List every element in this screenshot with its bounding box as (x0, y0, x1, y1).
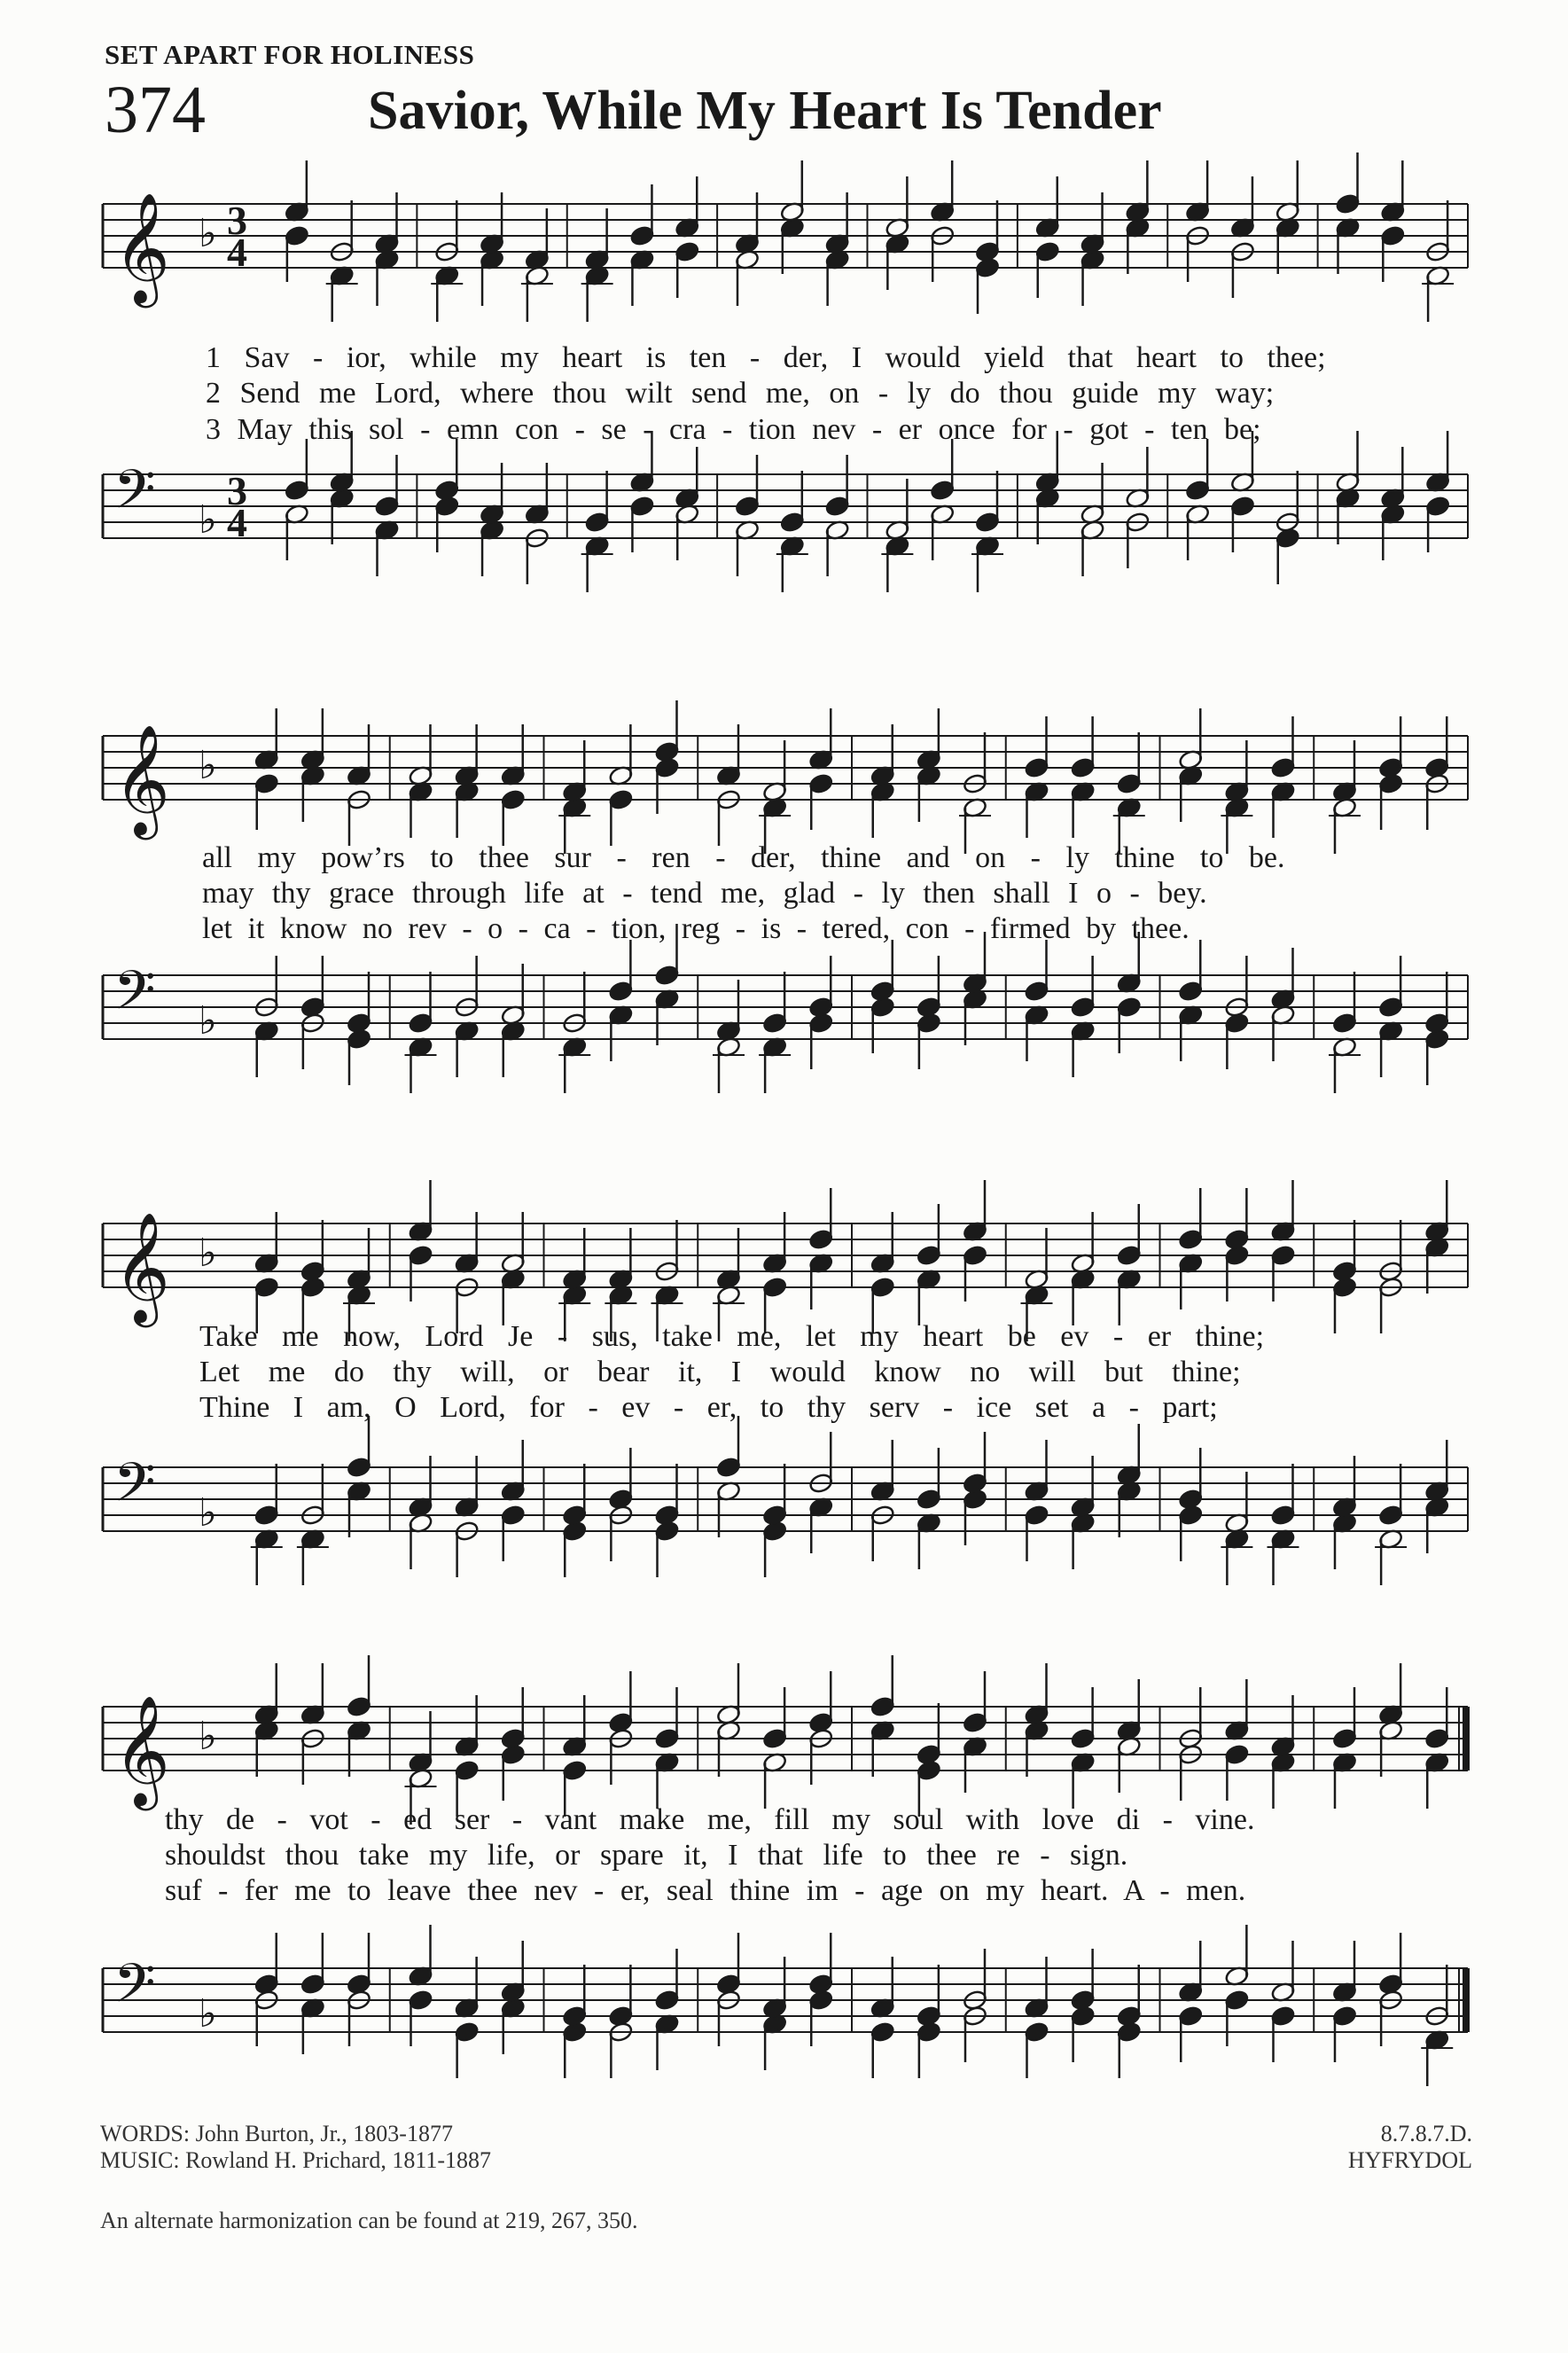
hymn-number: 374 (105, 73, 206, 147)
svg-text:♭: ♭ (199, 998, 217, 1044)
svg-text:𝄢: 𝄢 (113, 1451, 156, 1528)
verse-3-line: Thine I am, O Lord, for - ev - er, to thy serv - ice set a - part; (199, 1391, 1218, 1424)
svg-text:3: 3 (227, 468, 247, 513)
verse-1-line: 1 Sav - ior, while my heart is ten - der, I would yield that heart to thee; (206, 341, 1326, 374)
svg-text:♭: ♭ (199, 1490, 217, 1536)
verse-1-line: thy de - vot - ed ser - vant make me, fill my soul with love di - vine. (165, 1803, 1255, 1836)
verse-2-line: 2 Send me Lord, where thou wilt send me, on - ly do thou guide my way; (206, 377, 1275, 410)
svg-text:𝄞: 𝄞 (113, 724, 170, 835)
alternate-harmonization-note: An alternate harmonization can be found at 219, 267, 350. (100, 2208, 638, 2233)
verse-1-line: all my pow’rs to thee sur - ren - der, thine and on - ly thine to be. (202, 841, 1285, 874)
verse-1-line: Take me now, Lord Je - sus, take me, let my heart be ev - er thine; (199, 1320, 1265, 1353)
svg-text:♭: ♭ (199, 497, 217, 543)
svg-text:♭: ♭ (199, 1991, 217, 2036)
section-label: SET APART FOR HOLINESS (105, 39, 475, 70)
svg-text:𝄢: 𝄢 (113, 458, 156, 535)
tune-info (1348, 2121, 1472, 2174)
verse-3-line: suf - fer me to leave thee nev - er, seal thine im - age on my heart. A - men. (165, 1874, 1246, 1907)
svg-text:𝄞: 𝄞 (113, 1695, 170, 1806)
svg-text:𝄞: 𝄞 (113, 1212, 170, 1323)
svg-text:4: 4 (227, 230, 247, 275)
credits-block (100, 2121, 491, 2174)
tune-name: HYFRYDOL (1347, 2147, 1472, 2173)
music-credit: MUSIC: Rowland H. Prichard, 1811-1887 (100, 2147, 492, 2173)
svg-text:♭: ♭ (199, 1231, 217, 1276)
svg-text:♭: ♭ (199, 743, 217, 788)
verse-2-line: Let me do thy will, or bear it, I would know no will but thine; (199, 1356, 1241, 1388)
verse-2-line: shouldst thou take my life, or spare it, I that life to thee re - sign. (165, 1839, 1128, 1872)
words-credit: WORDS: John Burton, Jr., 1803-1877 (100, 2121, 453, 2146)
svg-text:4: 4 (227, 500, 247, 545)
verse-2-line: may thy grace through life at - tend me, glad - ly then shall I o - bey. (202, 877, 1207, 910)
verse-3-line: 3 May this sol - emn con - se - cra - tion nev - er once for - got - ten be; (206, 413, 1261, 446)
svg-text:♭: ♭ (199, 1714, 217, 1759)
verse-3-line: let it know no rev - o - ca - tion, reg - is - tered, con - firmed by thee. (202, 912, 1190, 945)
svg-text:𝄞: 𝄞 (113, 192, 170, 303)
svg-text:♭: ♭ (199, 211, 217, 256)
meter: 8.7.8.7.D. (1380, 2121, 1472, 2146)
svg-text:𝄢: 𝄢 (113, 1952, 156, 2029)
svg-text:3: 3 (227, 198, 247, 243)
svg-text:𝄢: 𝄢 (113, 959, 156, 1036)
hymn-title: Savior, While My Heart Is Tender (368, 81, 1162, 141)
